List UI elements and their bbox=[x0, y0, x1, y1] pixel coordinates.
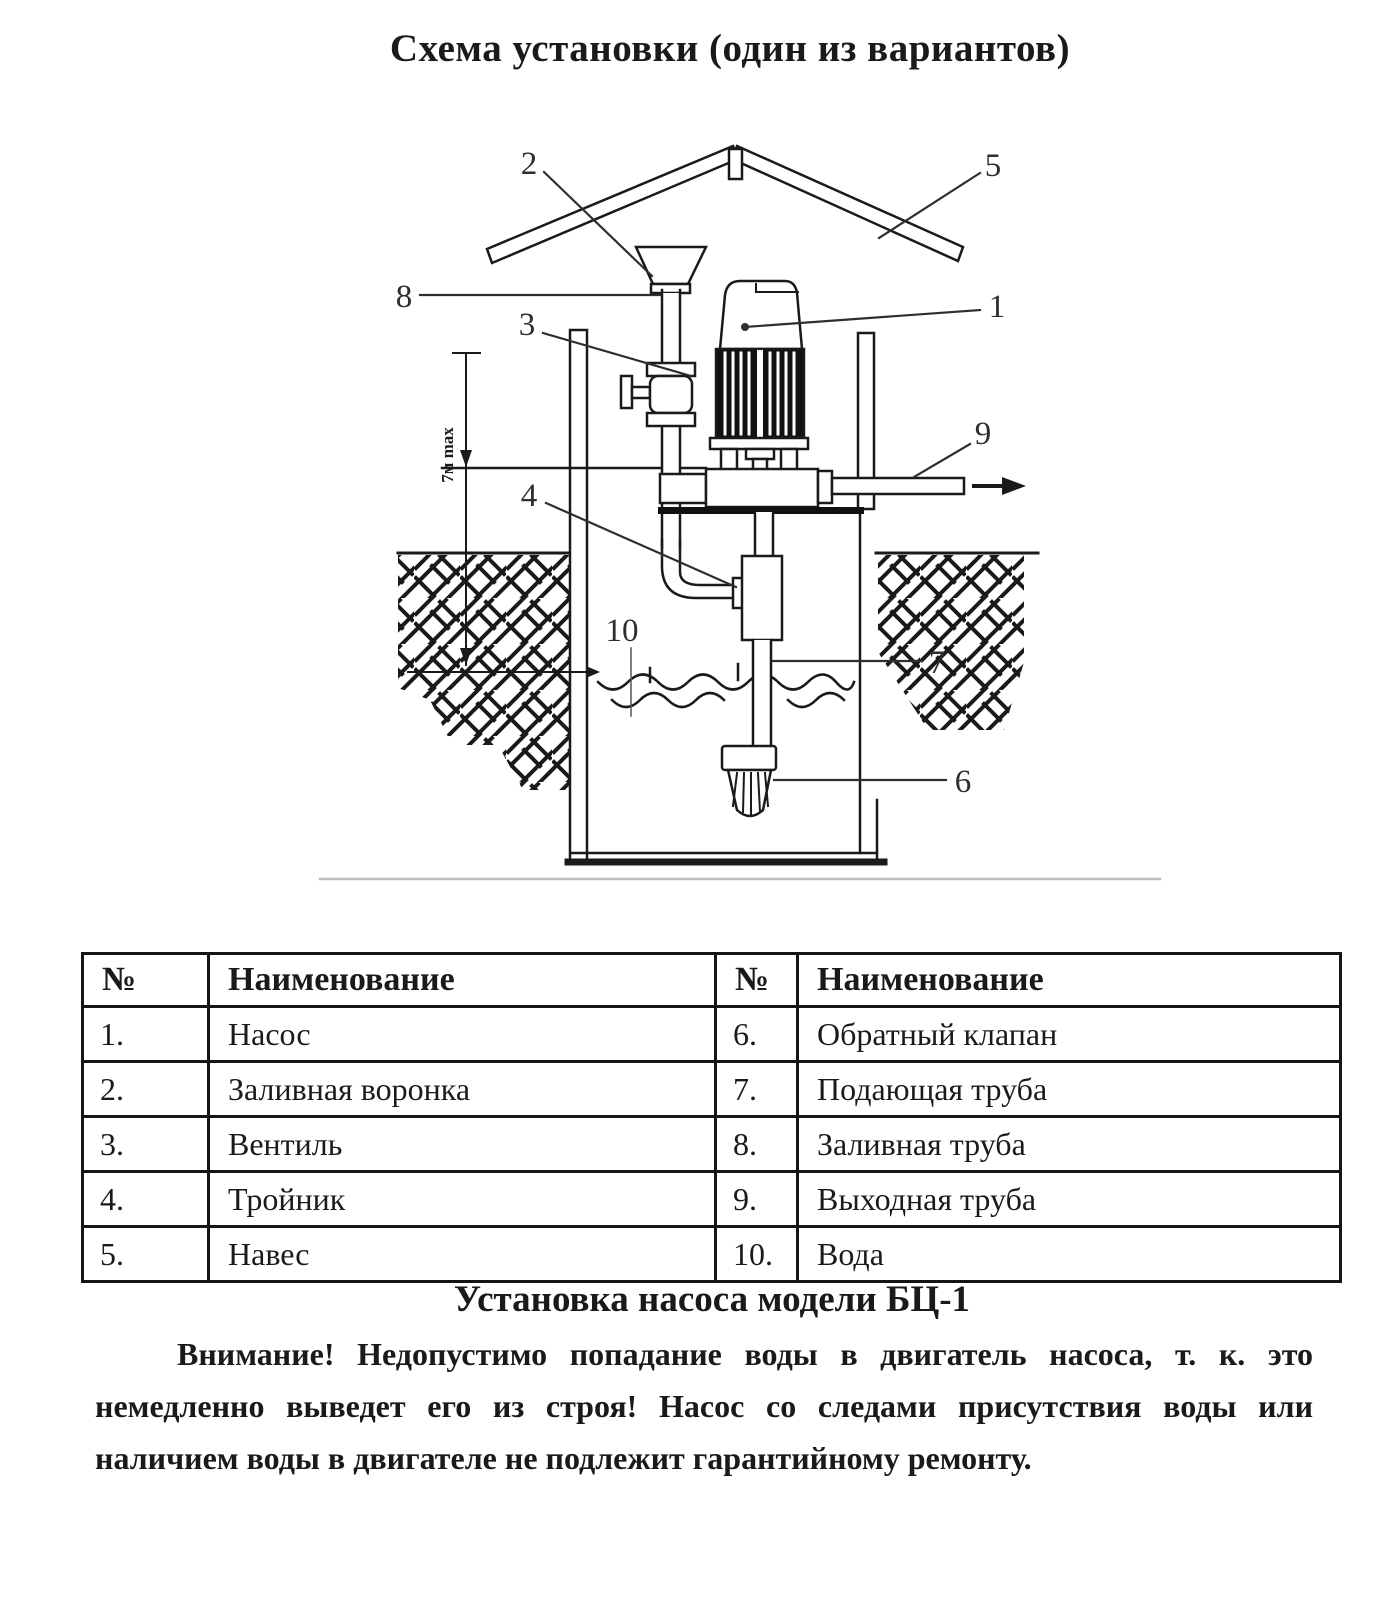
part-number-cell: 2. bbox=[83, 1062, 209, 1117]
part-name-cell: Навес bbox=[209, 1227, 716, 1282]
part-name-cell: Насос bbox=[209, 1007, 716, 1062]
parts-table bbox=[81, 952, 1342, 1283]
water-surface bbox=[598, 648, 854, 716]
flow-arrow-icon bbox=[974, 477, 1026, 495]
part-number-cell: 8. bbox=[716, 1117, 798, 1172]
col-header-num: № bbox=[83, 954, 209, 1007]
part-name-cell: Заливная труба bbox=[798, 1117, 1341, 1172]
part-name-cell: Заливная воронка bbox=[209, 1062, 716, 1117]
part-name-cell: Подающая труба bbox=[798, 1062, 1341, 1117]
part-name-cell: Вода bbox=[798, 1227, 1341, 1282]
part-number-cell: 5. bbox=[83, 1227, 209, 1282]
table-row bbox=[83, 1007, 1341, 1062]
warning-paragraph: Внимание! Недопустимо попадание воды в двигатель насоса, т. к. это немедленно выведет его из строя! Насос со следами присутствия воды или наличием воды в двигателе не подлежит гарантийному ремонту. bbox=[95, 1336, 1313, 1476]
part-name-cell: Вентиль bbox=[209, 1117, 716, 1172]
callout-6: 6 bbox=[954, 764, 972, 800]
part-number-cell: 4. bbox=[83, 1172, 209, 1227]
callout-3: 3 bbox=[518, 307, 536, 343]
valve bbox=[621, 363, 695, 426]
table-row bbox=[83, 1172, 1341, 1227]
ground-hatch-right bbox=[876, 553, 1038, 730]
col-header-name: Наименование bbox=[209, 954, 716, 1007]
pump-motor bbox=[710, 281, 808, 471]
check-valve bbox=[722, 746, 776, 816]
callout-7: 7 bbox=[928, 645, 946, 681]
callout-4: 4 bbox=[520, 478, 538, 514]
part-number-cell: 3. bbox=[83, 1117, 209, 1172]
col-header-num: № bbox=[716, 954, 798, 1007]
callout-9: 9 bbox=[974, 416, 992, 452]
table-row bbox=[83, 1227, 1341, 1282]
tee-fitting bbox=[733, 512, 782, 640]
table-header-row bbox=[83, 954, 1341, 1007]
callout-2: 2 bbox=[520, 146, 538, 182]
part-number-cell: 9. bbox=[716, 1172, 798, 1227]
output-pipe bbox=[832, 478, 964, 494]
callout-5: 5 bbox=[984, 148, 1002, 184]
dimension-label: 7м max bbox=[438, 427, 457, 483]
part-name-cell: Выходная труба bbox=[798, 1172, 1341, 1227]
callout-1: 1 bbox=[988, 289, 1006, 325]
col-header-name: Наименование bbox=[798, 954, 1341, 1007]
part-number-cell: 6. bbox=[716, 1007, 798, 1062]
supply-pipe bbox=[753, 640, 771, 748]
table-row bbox=[83, 1062, 1341, 1117]
roof-canopy bbox=[487, 146, 963, 263]
part-name-cell: Обратный клапан bbox=[798, 1007, 1341, 1062]
part-number-cell: 10. bbox=[716, 1227, 798, 1282]
part-name-cell: Тройник bbox=[209, 1172, 716, 1227]
section-heading: Установка насоса модели БЦ-1 bbox=[453, 1279, 971, 1320]
callout-10: 10 bbox=[605, 613, 639, 649]
part-number-cell: 1. bbox=[83, 1007, 209, 1062]
part-number-cell: 7. bbox=[716, 1062, 798, 1117]
callout-8: 8 bbox=[395, 279, 413, 315]
table-row bbox=[83, 1117, 1341, 1172]
left-post bbox=[570, 330, 587, 864]
page-title: Схема установки (один из вариантов) bbox=[389, 27, 1071, 70]
